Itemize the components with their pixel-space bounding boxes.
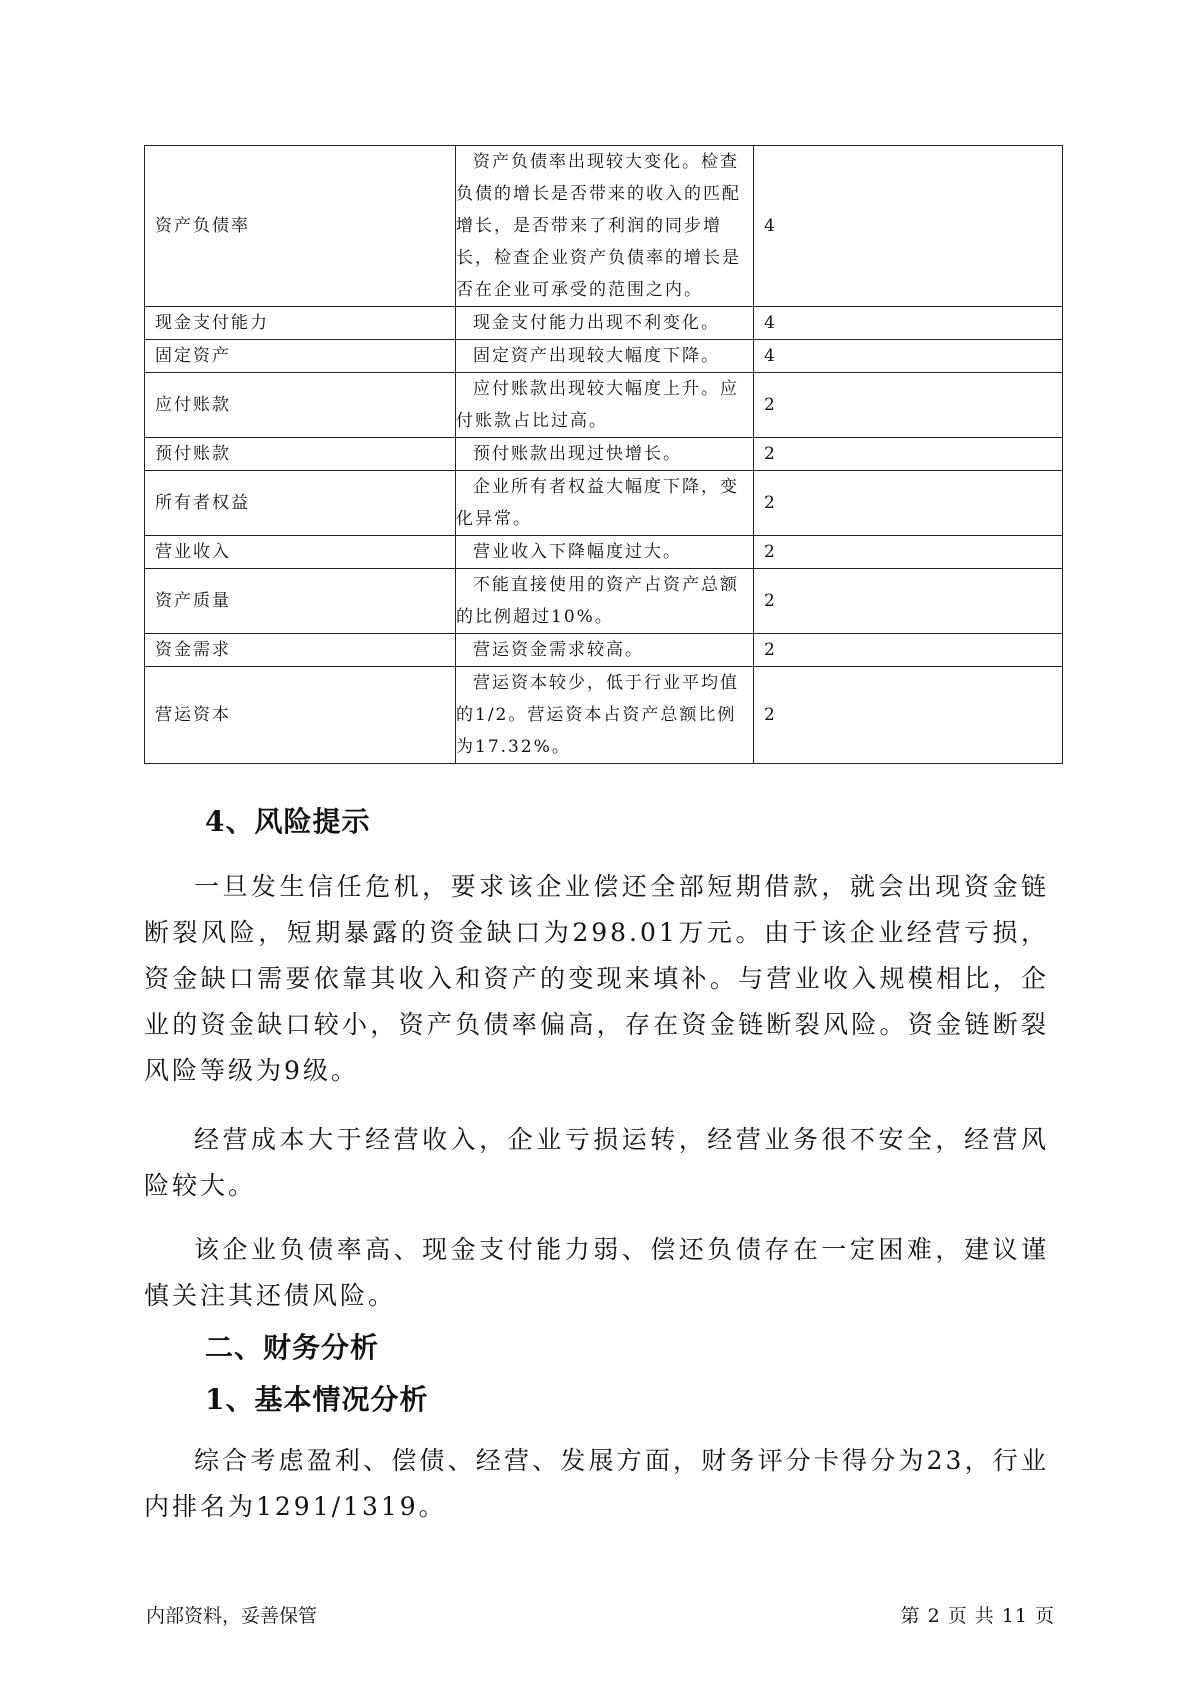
indicator-level: 2 xyxy=(754,438,1063,471)
indicator-name: 资金需求 xyxy=(145,634,456,667)
indicator-description: 现金支付能力出现不利变化。 xyxy=(456,307,754,340)
indicator-description: 预付账款出现过快增长。 xyxy=(456,438,754,471)
risk-paragraph-3: 该企业负债率高、现金支付能力弱、偿还负债存在一定困难，建议谨慎关注其还债风险。 xyxy=(144,1235,1049,1310)
table-row xyxy=(145,536,1063,569)
indicator-level: 2 xyxy=(754,569,1063,634)
indicator-description: 应付账款出现较大幅度上升。应付账款占比过高。 xyxy=(456,373,754,438)
risk-heading: 4、风险提示 xyxy=(205,805,371,838)
indicator-name: 资产质量 xyxy=(145,569,456,634)
indicator-name: 固定资产 xyxy=(145,340,456,373)
indicator-description: 资产负债率出现较大变化。检查负债的增长是否带来的收入的匹配增长，是否带来了利润的同步增长，检查企业资产负债率的增长是否在企业可承受的范围之内。 xyxy=(456,146,754,307)
table-row xyxy=(145,340,1063,373)
indicator-level: 2 xyxy=(754,634,1063,667)
footer-confidential-note: 内部资料，妥善保管 xyxy=(146,1605,318,1627)
indicator-description: 固定资产出现较大幅度下降。 xyxy=(456,340,754,373)
table-row xyxy=(145,569,1063,634)
indicator-name: 营业收入 xyxy=(145,536,456,569)
table-row xyxy=(145,471,1063,536)
indicator-description: 营运资本较少，低于行业平均值的1/2。营运资本占资产总额比例为17.32%。 xyxy=(456,667,754,764)
table-row xyxy=(145,373,1063,438)
basic-analysis-heading: 1、基本情况分析 xyxy=(205,1383,429,1416)
indicator-level: 2 xyxy=(754,667,1063,764)
finance-heading: 二、财务分析 xyxy=(205,1331,380,1364)
indicator-name: 现金支付能力 xyxy=(145,307,456,340)
table-row xyxy=(145,438,1063,471)
table-row xyxy=(145,307,1063,340)
finance-paragraph: 综合考虑盈利、偿债、经营、发展方面，财务评分卡得分为23，行业内排名为1291/1319。 xyxy=(144,1446,1049,1521)
table-row xyxy=(145,667,1063,764)
table-body xyxy=(145,146,1063,764)
indicator-level: 2 xyxy=(754,536,1063,569)
indicator-description: 企业所有者权益大幅度下降，变化异常。 xyxy=(456,471,754,536)
indicator-name: 应付账款 xyxy=(145,373,456,438)
risk-indicator-table xyxy=(144,145,1063,764)
indicator-description: 营业收入下降幅度过大。 xyxy=(456,536,754,569)
indicator-level: 4 xyxy=(754,307,1063,340)
footer-page-number: 第 2 页 共 11 页 xyxy=(900,1605,1055,1627)
indicator-name: 所有者权益 xyxy=(145,471,456,536)
indicator-description: 营运资金需求较高。 xyxy=(456,634,754,667)
risk-paragraph-2: 经营成本大于经营收入，企业亏损运转，经营业务很不安全，经营风险较大。 xyxy=(144,1125,1049,1200)
indicator-name: 资产负债率 xyxy=(145,146,456,307)
indicator-name: 预付账款 xyxy=(145,438,456,471)
indicator-level: 2 xyxy=(754,373,1063,438)
indicator-level: 2 xyxy=(754,471,1063,536)
risk-paragraph-1: 一旦发生信任危机，要求该企业偿还全部短期借款，就会出现资金链断裂风险，短期暴露的资金缺口为298.01万元。由于该企业经营亏损，资金缺口需要依靠其收入和资产的变现来填补。与营业收入规模相比，企业的资金缺口较小，资产负债率偏高，存在资金链断裂风险。资金链断裂风险等级为9级。 xyxy=(144,872,1049,1085)
indicator-level: 4 xyxy=(754,146,1063,307)
table-row xyxy=(145,634,1063,667)
indicator-description: 不能直接使用的资产占资产总额的比例超过10%。 xyxy=(456,569,754,634)
indicator-name: 营运资本 xyxy=(145,667,456,764)
table-row xyxy=(145,146,1063,307)
indicator-level: 4 xyxy=(754,340,1063,373)
